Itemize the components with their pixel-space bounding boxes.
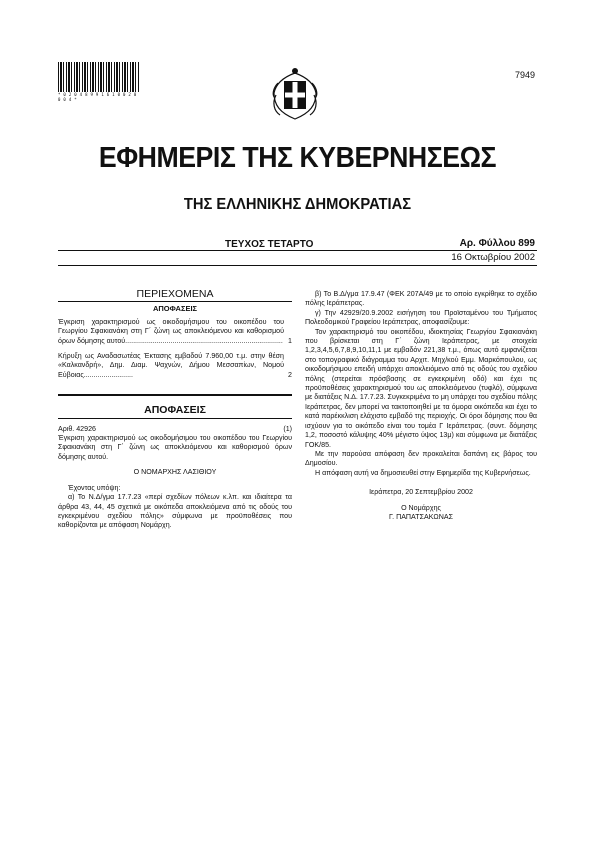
paragraph: α) Το Ν.Δ/γμα 17.7.23 «περί σχεδίων πόλεων κ.λπ. και ιδιαίτερα τα άρθρα 43, 44, 45 σχετικά με οικόπεδα αποκλειόμενα από τις οδούς του εγκεκριμένου σχεδίου πόλης» σύμφωνα με προϋποθέσεις που καθορίζονται με απόφαση Νομάρχη. (58, 493, 292, 530)
barcode (58, 62, 140, 92)
toc-item-text: Έγκριση χαρακτηρισμού ως οικοδομήσιμου του οικοπέδου του Γεωργίου Σφακιανάκη στη Γ΄ ζώνη ως αποκλειόμενου και καθορισμού όρων δόμησης αυτού................................................................................ (58, 317, 284, 345)
toc-subheading: ΑΠΟΦΑΣΕΙΣ (152, 304, 198, 314)
decision-number-row (58, 425, 292, 434)
divider (58, 418, 292, 419)
paragraph: Η απόφαση αυτή να δημοσιευθεί στην Εφημερίδα της Κυβερνήσεως. (315, 468, 531, 477)
paragraph: γ) Την 42929/20.9.2002 εισήγηση του Προϊσταμένου του Τμήματος Πολεοδομικού Γραφείου Ιεράπετρας, αποφασίζουμε: (305, 308, 537, 327)
greek-coat-of-arms-icon (266, 65, 324, 123)
place-date: Ιεράπετρα, 20 Σεπτεμβρίου 2002 (369, 488, 473, 497)
toc-item (58, 318, 292, 346)
decision-number: Αριθ. 42926 (58, 424, 96, 433)
toc-item-page: 1 (288, 336, 292, 345)
signer-name: Γ. ΠΑΠΑΤΣΑΚΩΝΑΣ (389, 512, 453, 521)
header-rule-bottom (58, 265, 537, 266)
left-column (58, 290, 292, 531)
divider (58, 301, 292, 302)
having-in-mind: Έχοντας υπόψη: (68, 483, 121, 492)
right-column (305, 290, 537, 522)
header-rule (58, 250, 537, 251)
paragraph: Τον χαρακτηρισμό του οικοπέδου, ιδιοκτησίας Γεωργίου Σφακιανάκη που βρίσκεται στη Γ΄ ζώνη Ιεράπετρας, με στοιχεία 1,2,3,4,5,6,7,8,9,10,11,1 με εμβαδόν 221,38 τ.μ., όπως αυτό εμφανίζεται στο τοπογραφικό διάγραμμα του Αρχιτ. Μηχ/κού Εμμ. Μαρκόπουλου, ως οικοδομήσιμου επειδή υπάρχει αποκλειόμενο από τις οδούς του σχεδίου πόλης (στερείται πρόσβασης σε εγκεκριμένη οδό) και έχει τις προϋποθέσεις χαρακτηρισμού του ως αποκλειόμενου (τυφλό), σύμφωνα με διατάξεις Ν.Δ. 17.7.23. Συγκεκριμένα το μη υπάρχει του σχεδίου πόλης Ιεράπετρας, δεν μπορεί να τακτοποιηθεί με τα όμορα οικόπεδα και έχει το κατά παρέκκλιση ελάχιστο εμβαδό της περιοχής. Οι όροι δόμησης που θα ισχύουν για το οικόπεδο είναι του τομέα Γ Ιεράπετρας. (συντ. δόμησης 1,2, ποσοστό κάλυψης 40% μέγιστο ύψος 13μ) και σύμφωνα με διατάξεις ΓΟΚ/85. (305, 327, 537, 449)
decision-ref: (1) (283, 424, 292, 433)
toc-heading: ΠΕΡΙΕΧΟΜΕΝΑ (136, 288, 214, 300)
decision-authority: Ο ΝΟΜΑΡΧΗΣ ΛΑΣΙΘΙΟΥ (133, 468, 217, 477)
divider (58, 394, 292, 396)
page-number: 7949 (514, 70, 535, 80)
toc-item-text: Κήρυξη ως Αναδασωτέας Έκτασης εμβαδού 7.960,00 τ.μ. στην θέση «Καλκανδρή», Δημ. Διαμ. Ψαχνών, Δήμου Μεσσαπίων, Νομού Εύβοιας......................... (58, 352, 284, 379)
publication-subtitle: ΤΗΣ ΕΛΛΗΝΙΚΗΣ ΔΗΜΟΚΡΑΤΙΑΣ (183, 196, 412, 213)
barcode-number: * 0 2 0 4 8 9 9 1 6 1 0 0 2 0 0 0 4 * (58, 92, 137, 102)
issue-label: ΤΕΥΧΟΣ ΤΕΤΑΡΤΟ (225, 239, 314, 250)
sheet-number: Αρ. Φύλλου 899 (459, 238, 535, 249)
toc-item (58, 352, 292, 380)
decision-summary: Έγκριση χαρακτηρισμού ως οικοδομήσιμου του οικοπέδου του Γεωργίου Σφακιανάκη στη Γ΄ ζώνη ως αποκλειόμενου και καθορισμού όρων δόμησης αυτού. (58, 434, 292, 461)
issue-date: 16 Οκτωβρίου 2002 (451, 252, 535, 263)
signer-title: Ο Νομάρχης (401, 503, 441, 512)
publication-title: ΕΦΗΜΕΡΙΣ ΤΗΣ ΚΥΒΕΡΝΗΣΕΩΣ (98, 142, 497, 174)
toc-item-page: 2 (288, 370, 292, 379)
section-heading: ΑΠΟΦΑΣΕΙΣ (144, 404, 206, 417)
paragraph: Με την παρούσα απόφαση δεν προκαλείται δαπάνη εις βάρος του Δημοσίου. (305, 449, 537, 468)
paragraph: β) Το Β.Δ/γμα 17.9.47 (ΦΕΚ 207Α/49 με το οποίο εγκρίθηκε το σχέδιο πόλης Ιεράπετρας. (305, 290, 537, 308)
